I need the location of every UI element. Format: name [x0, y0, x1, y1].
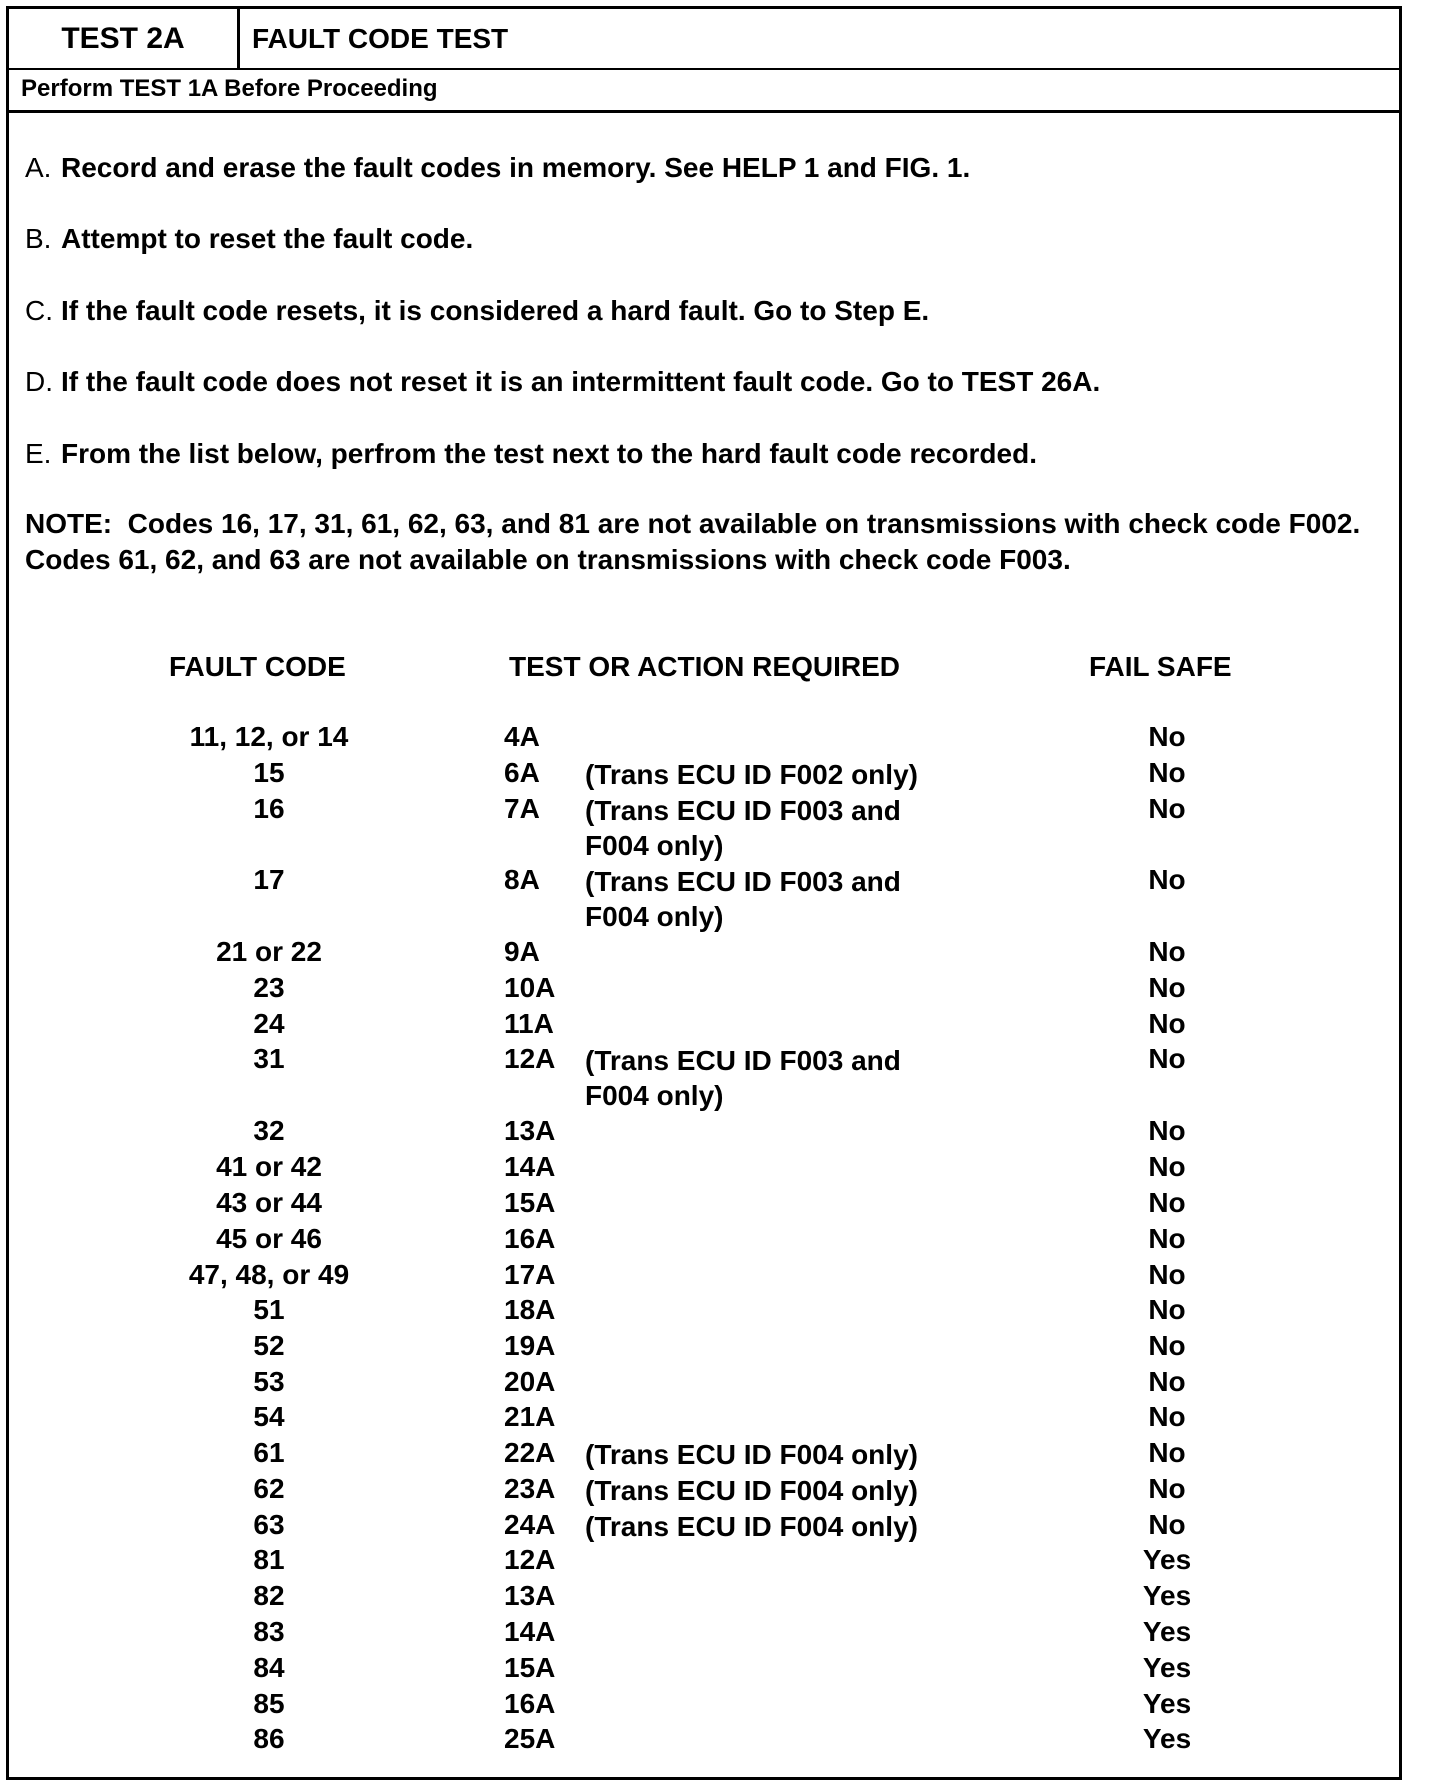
fault-code-cell: 24 [253, 1008, 285, 1039]
fail-safe-cell: Yes [1142, 1723, 1192, 1754]
table-row [9, 1473, 1399, 1509]
step-letter: A. [25, 152, 52, 183]
table-row [9, 864, 1399, 932]
table-row [9, 1330, 1399, 1366]
test-cell: 14A [504, 1151, 556, 1182]
step-d [25, 366, 1100, 398]
test-cell: 11A [504, 1008, 554, 1039]
step-text: Attempt to reset the fault code. [61, 223, 474, 254]
condition-note-continued: F004 only) [585, 901, 724, 932]
condition-note: (Trans ECU ID F002 only) [585, 759, 918, 790]
test-title: FAULT CODE TEST [252, 23, 509, 54]
table-row [9, 1437, 1399, 1473]
fault-code-cell: 47, 48, or 49 [188, 1259, 350, 1290]
fault-code-cell: 45 or 46 [216, 1223, 322, 1254]
note-line-2: Codes 61, 62, and 63 are not available on transmissions with check code F003. [25, 544, 1071, 575]
fault-code-cell: 32 [253, 1115, 285, 1146]
fail-safe-cell: Yes [1142, 1616, 1192, 1647]
step-letter: C. [25, 295, 53, 326]
test-cell: 23A [504, 1473, 556, 1504]
step-text: From the list below, perfrom the test next to the hard fault code recorded. [61, 438, 1037, 469]
fail-safe-cell: No [1148, 1294, 1186, 1325]
condition-note: (Trans ECU ID F003 and [585, 866, 901, 897]
step-e [25, 438, 1037, 470]
test-cell: 24A [504, 1509, 556, 1540]
note-block [25, 506, 1360, 578]
table-row [9, 1688, 1399, 1724]
fail-safe-cell: No [1148, 1473, 1186, 1504]
condition-note: (Trans ECU ID F004 only) [585, 1475, 918, 1506]
fail-safe-cell: Yes [1142, 1580, 1192, 1611]
fault-code-cell: 84 [253, 1652, 285, 1683]
table-row [9, 972, 1399, 1008]
table-row [9, 1294, 1399, 1330]
condition-note: (Trans ECU ID F004 only) [585, 1511, 918, 1542]
fault-code-cell: 54 [253, 1401, 285, 1432]
table-row [9, 757, 1399, 793]
table-row [9, 1616, 1399, 1652]
fail-safe-cell: No [1148, 721, 1186, 752]
test-cell: 4A [504, 721, 540, 752]
column-header-test-action: TEST OR ACTION REQUIRED [509, 651, 900, 682]
test-procedure-sheet [6, 6, 1402, 1780]
fault-code-cell: 21 or 22 [216, 936, 322, 967]
step-c [25, 295, 929, 327]
condition-note: (Trans ECU ID F004 only) [585, 1439, 918, 1470]
step-b [25, 223, 473, 255]
fault-code-cell: 63 [253, 1509, 285, 1540]
fail-safe-cell: No [1148, 1008, 1186, 1039]
table-row [9, 721, 1399, 757]
table-row [9, 1115, 1399, 1151]
fault-code-cell: 43 or 44 [216, 1187, 322, 1218]
fail-safe-cell: No [1148, 757, 1186, 788]
condition-note: (Trans ECU ID F003 and [585, 1045, 901, 1076]
condition-note-continued: F004 only) [585, 830, 724, 861]
test-cell: 13A [504, 1115, 556, 1146]
step-text: Record and erase the fault codes in memory. See HELP 1 and FIG. 1. [61, 152, 971, 183]
fault-code-cell: 41 or 42 [216, 1151, 322, 1182]
fail-safe-cell: No [1148, 793, 1186, 824]
condition-note: (Trans ECU ID F003 and [585, 795, 901, 826]
step-text: If the fault code does not reset it is an intermittent fault code. Go to TEST 26A. [61, 366, 1101, 397]
fail-safe-cell: No [1148, 1437, 1186, 1468]
test-cell: 22A [504, 1437, 556, 1468]
condition-note-continued: F004 only) [585, 1080, 724, 1111]
test-cell: 25A [504, 1723, 556, 1754]
fault-code-cell: 83 [253, 1616, 285, 1647]
table-row [9, 793, 1399, 861]
header-row [9, 9, 1399, 70]
fault-code-cell: 31 [253, 1043, 285, 1074]
step-letter: D. [25, 366, 53, 397]
fail-safe-cell: No [1148, 1043, 1186, 1074]
step-letter: B. [25, 223, 52, 254]
fault-code-cell: 81 [253, 1544, 285, 1575]
column-header-fail-safe: FAIL SAFE [1089, 651, 1232, 682]
test-cell: 13A [504, 1580, 556, 1611]
fault-code-cell: 61 [253, 1437, 285, 1468]
fault-code-cell: 86 [253, 1723, 285, 1754]
test-cell: 14A [504, 1616, 556, 1647]
fail-safe-cell: No [1148, 1115, 1186, 1146]
fail-safe-cell: Yes [1142, 1688, 1192, 1719]
table-row [9, 1580, 1399, 1616]
fail-safe-cell: No [1148, 1401, 1186, 1432]
note-text-1: Codes 16, 17, 31, 61, 62, 63, and 81 are not available on transmissions with check code F002. [127, 508, 1361, 539]
prerequisite-text: Perform TEST 1A Before Proceeding [21, 75, 438, 102]
fail-safe-cell: No [1148, 936, 1186, 967]
test-cell: 17A [504, 1259, 556, 1290]
test-cell: 20A [504, 1366, 556, 1397]
fail-safe-cell: Yes [1142, 1652, 1192, 1683]
fail-safe-cell: No [1148, 972, 1186, 1003]
note-line-1 [25, 506, 1360, 542]
test-cell: 6A [504, 757, 540, 788]
test-cell: 15A [504, 1187, 556, 1218]
table-row [9, 1401, 1399, 1437]
test-cell: 12A [504, 1043, 556, 1074]
fault-code-cell: 62 [253, 1473, 285, 1504]
test-cell: 10A [504, 972, 556, 1003]
test-label: TEST 2A [9, 9, 240, 68]
fail-safe-cell: No [1148, 1330, 1186, 1361]
fail-safe-cell: Yes [1142, 1544, 1192, 1575]
test-cell: 18A [504, 1294, 556, 1325]
fault-code-cell: 53 [253, 1366, 285, 1397]
fault-code-cell: 16 [253, 793, 285, 824]
fault-code-cell: 52 [253, 1330, 285, 1361]
prerequisite-row [9, 68, 1399, 113]
test-cell: 21A [504, 1401, 556, 1432]
table-row [9, 1223, 1399, 1259]
fault-code-cell: 85 [253, 1688, 285, 1719]
table-row [9, 1187, 1399, 1223]
table-row [9, 1151, 1399, 1187]
fault-code-cell: 51 [253, 1294, 285, 1325]
test-cell: 12A [504, 1544, 556, 1575]
fail-safe-cell: No [1148, 1223, 1186, 1254]
fault-code-cell: 82 [253, 1580, 285, 1611]
note-label: NOTE: [25, 508, 113, 539]
table-row [9, 1259, 1399, 1295]
table-row [9, 1544, 1399, 1580]
fail-safe-cell: No [1148, 864, 1186, 895]
fault-code-cell: 17 [253, 864, 285, 895]
fail-safe-cell: No [1148, 1259, 1186, 1290]
test-cell: 15A [504, 1652, 556, 1683]
column-header-fault-code: FAULT CODE [169, 651, 346, 682]
test-cell: 7A [504, 793, 540, 824]
table-row [9, 1008, 1399, 1044]
fail-safe-cell: No [1148, 1366, 1186, 1397]
table-row [9, 936, 1399, 972]
test-cell: 19A [504, 1330, 556, 1361]
table-row [9, 1043, 1399, 1111]
step-letter: E. [25, 438, 52, 469]
table-row [9, 1723, 1399, 1759]
fail-safe-cell: No [1148, 1187, 1186, 1218]
fail-safe-cell: No [1148, 1509, 1186, 1540]
test-cell: 8A [504, 864, 540, 895]
fault-code-cell: 11, 12, or 14 [189, 721, 349, 752]
fault-code-cell: 15 [253, 757, 285, 788]
test-cell: 9A [504, 936, 540, 967]
step-text: If the fault code resets, it is considered a hard fault. Go to Step E. [61, 295, 930, 326]
fault-code-cell: 23 [253, 972, 285, 1003]
step-a [25, 152, 970, 184]
table-row [9, 1652, 1399, 1688]
table-row [9, 1366, 1399, 1402]
fail-safe-cell: No [1148, 1151, 1186, 1182]
test-cell: 16A [504, 1223, 556, 1254]
table-row [9, 1509, 1399, 1545]
test-cell: 16A [504, 1688, 556, 1719]
